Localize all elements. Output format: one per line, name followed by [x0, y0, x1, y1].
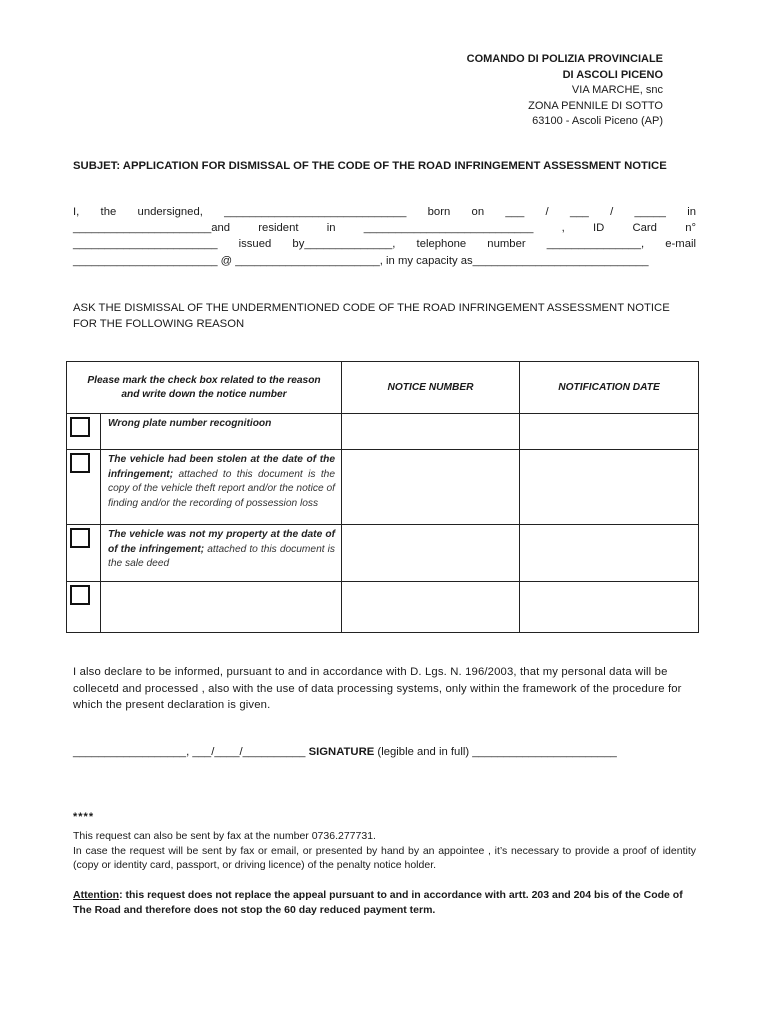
notification-date-field-1[interactable] — [520, 414, 699, 450]
office-postcode: 63100 - Ascoli Piceno (AP) — [532, 115, 663, 127]
reason-checkbox-4[interactable] — [70, 585, 90, 605]
table-header-row — [67, 362, 699, 414]
table-row — [67, 525, 699, 582]
footnotes — [73, 829, 696, 873]
place-date-blank[interactable]: __________________, ___/____/__________ — [73, 746, 309, 758]
reason-3-bold: The vehicle was not my property at the date of of the infringement; — [108, 529, 335, 555]
notification-date-field-3[interactable] — [520, 525, 699, 582]
declaration-line-2: ______________________and resident in ___________________________ , ID Card n° — [73, 222, 696, 235]
reason-checkbox-2[interactable] — [70, 453, 90, 473]
reason-checkbox-3[interactable] — [70, 528, 90, 548]
notice-number-field-1[interactable] — [342, 414, 520, 450]
attention-label: Attention — [73, 889, 120, 901]
declaration-block — [73, 204, 696, 269]
signature-label: SIGNATURE — [308, 746, 375, 758]
reason-3-detail: attached to this document is the sale deed — [108, 543, 335, 569]
signature-line — [73, 746, 617, 758]
table-row — [67, 414, 699, 450]
reason-checkbox-1[interactable] — [70, 417, 90, 437]
notice-number-header: NOTICE NUMBER — [342, 362, 520, 414]
notification-date-header: NOTIFICATION DATE — [520, 362, 699, 414]
reason-1 — [101, 414, 342, 450]
office-street: VIA MARCHE, snc — [571, 84, 663, 96]
fax-note: This request can also be sent by fax at the number 0736.277731. — [73, 830, 376, 842]
request-statement: ASK THE DISMISSAL OF THE UNDERMENTIONED CODE OF THE ROAD INFRINGEMENT ASSESSMENT NOTICE FOR THE FOLLOWING REASON — [73, 302, 670, 331]
table-row — [67, 450, 699, 525]
checkbox-cell — [67, 414, 101, 450]
declaration-line-3: _______________________ issued by______________, telephone number _______________, e-mail — [73, 238, 696, 251]
notice-number-field-2[interactable] — [342, 450, 520, 525]
privacy-declaration: I also declare to be informed, pursuant to and in accordance with D. Lgs. N. 196/2003, that my personal data will be collecetd and processed , also with the use of data processing systems, only within the framework of the procedure for which the present declaration is given. — [73, 666, 682, 711]
office-name: COMANDO DI POLIZIA PROVINCIALE — [466, 53, 663, 65]
checkbox-cell — [67, 525, 101, 582]
checkbox-cell — [67, 450, 101, 525]
declaration-line-4: _______________________ @ _______________________, in my capacity as____________________________ — [73, 254, 649, 267]
reason-2 — [101, 450, 342, 525]
reason-1-text: Wrong plate number recognitioon — [108, 418, 272, 429]
reason-2-detail: attached to this document is the copy of the vehicle theft report and/or the notice of finding and/or the recording of possession loss — [108, 468, 335, 509]
notification-date-field-4[interactable] — [520, 582, 699, 633]
identity-note: In case the request will be sent by fax or email, or presented by hand by an appointee , it’s necessary to provide a proof of identity (copy or identity card, passport, or driving licence) of the penalty notice holder. — [73, 844, 696, 872]
declaration-line-1: I, the undersigned, _____________________________ born on ___ / ___ / _____ in — [73, 206, 696, 218]
footnote-stars: **** — [73, 811, 95, 823]
office-address — [467, 52, 663, 130]
notice-number-field-4[interactable] — [342, 582, 520, 633]
checkbox-cell — [67, 582, 101, 633]
notification-date-field-2[interactable] — [520, 450, 699, 525]
reason-2-bold: The vehicle had been stolen at the date of the infringement; — [108, 454, 335, 480]
signature-blank[interactable]: (legible and in full) _______________________ — [374, 746, 617, 758]
office-city: DI ASCOLI PICENO — [562, 68, 663, 81]
reason-column-header: Please mark the check box related to the reason and write down the notice number — [67, 362, 342, 414]
reasons-table — [66, 361, 699, 633]
attention-text: : this request does not replace the appeal pursuant to and in accordance with artt. 203 and 204 bis of the Code of The Road and therefore does not stop the 60 day reduced payment term. — [73, 889, 683, 916]
attention-note — [73, 888, 696, 917]
reason-3 — [101, 525, 342, 582]
notice-number-field-3[interactable] — [342, 525, 520, 582]
other-reason-field[interactable] — [101, 582, 342, 633]
office-zone: ZONA PENNILE DI SOTTO — [528, 99, 663, 112]
subject-line: SUBJET: APPLICATION FOR DISMISSAL OF THE CODE OF THE ROAD INFRINGEMENT ASSESSMENT NOTICE — [73, 160, 667, 172]
table-row — [67, 582, 699, 633]
